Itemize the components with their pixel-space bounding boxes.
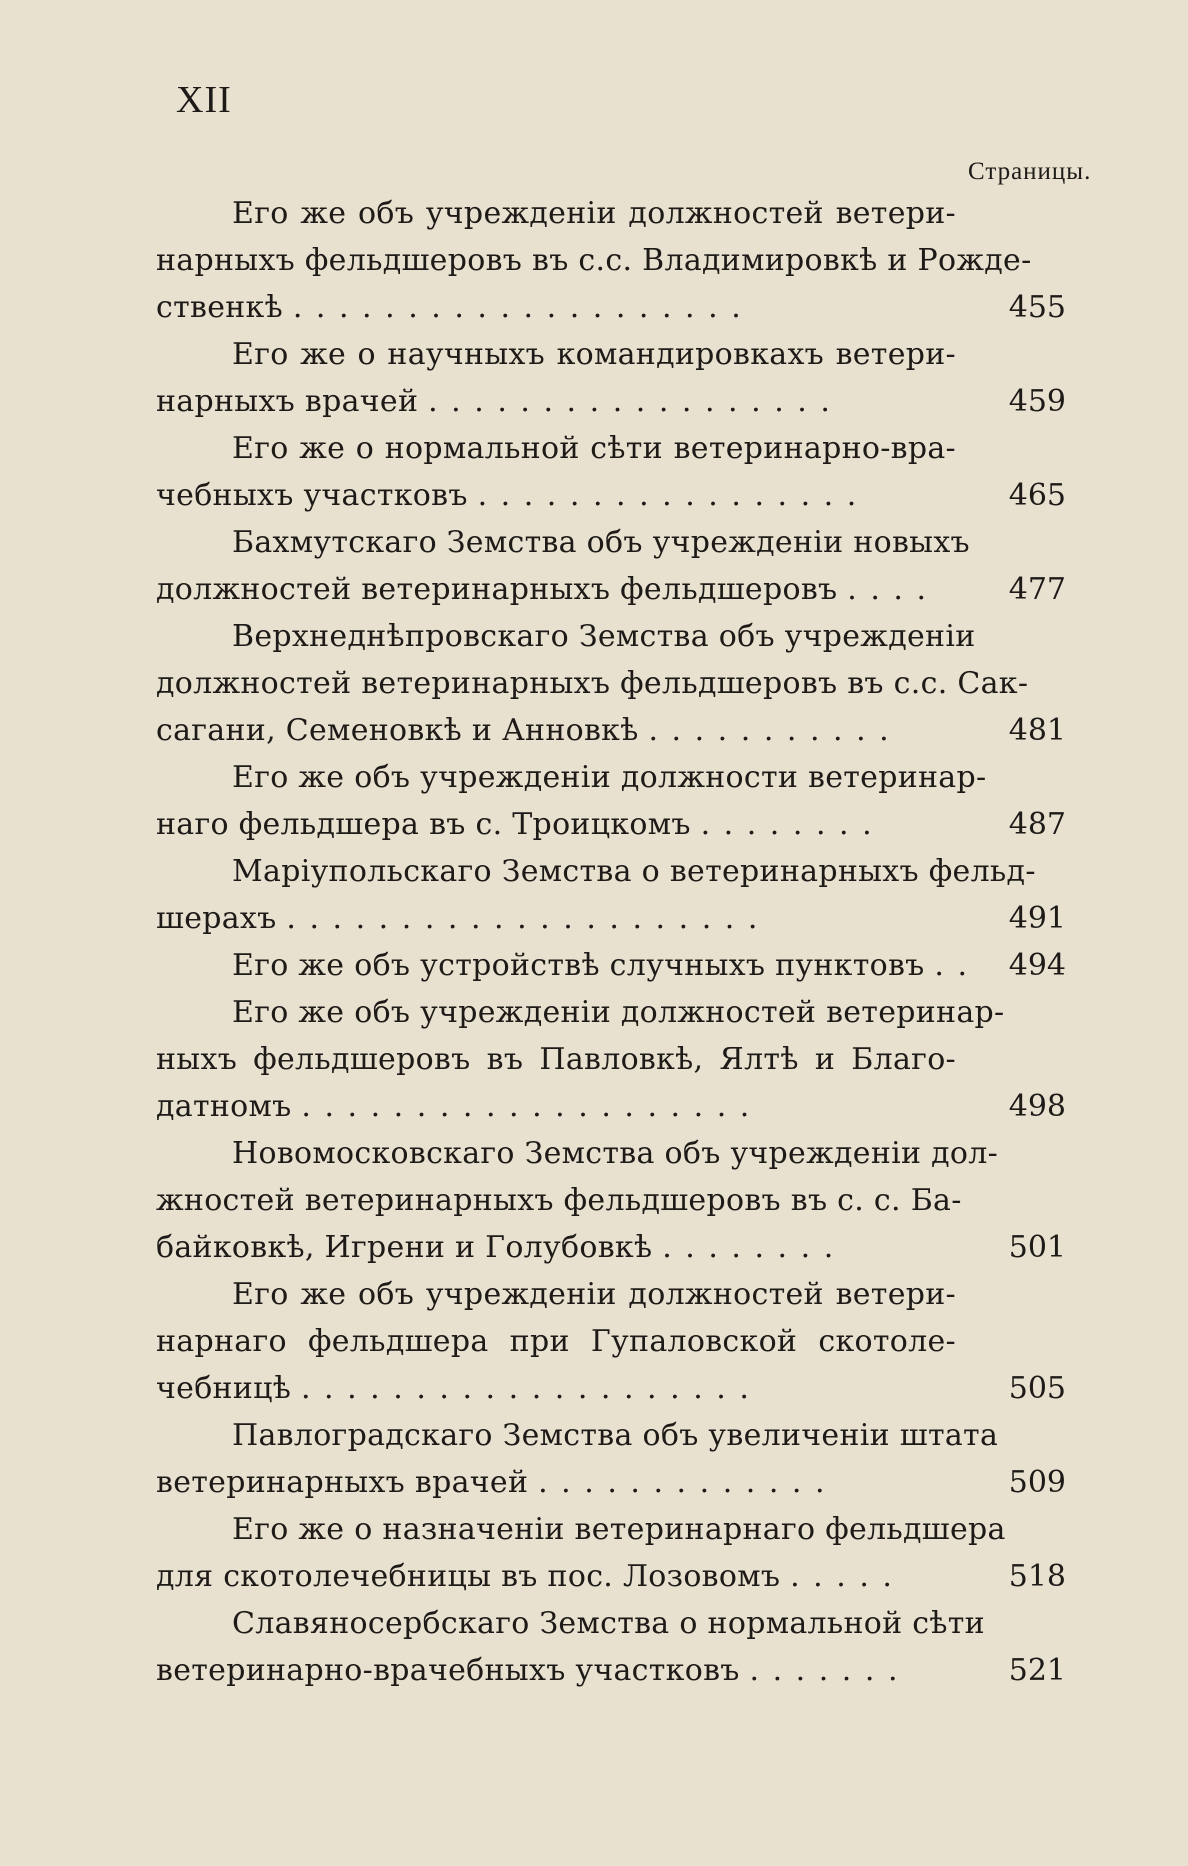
- toc-entry-line: должностей ветеринарныхъ фельдшеровъ въ с.с. Сак-: [156, 666, 1029, 701]
- toc-page-number: 455: [1008, 290, 1066, 325]
- toc-entry-text: Его же объ устройствѣ случныхъ пунктовъ: [232, 948, 925, 983]
- toc-page-number: 518: [1008, 1559, 1066, 1594]
- table-of-contents: [156, 190, 1066, 1694]
- toc-entry-last-line: [156, 378, 1066, 425]
- dot-leader: . . . . . . . . . . .: [648, 713, 891, 748]
- toc-entry-last-line: [156, 284, 1066, 331]
- toc-entry: [156, 331, 1066, 425]
- toc-entry-line: [156, 801, 946, 848]
- toc-entry-last-line: [156, 1365, 1066, 1412]
- toc-entry-line: нарныхъ фельдшеровъ въ с.с. Владимировкѣ и Рожде-: [156, 243, 1032, 278]
- dot-leader: . . . . . . . . . . . . . . . . .: [477, 478, 859, 513]
- toc-entry-line: [156, 895, 946, 942]
- toc-entry: [156, 942, 1066, 989]
- toc-entry-line: Его же о назначеніи ветеринарнаго фельдшера: [232, 1512, 1006, 1547]
- toc-page-number: 494: [1008, 948, 1066, 983]
- toc-page-number: 481: [1008, 713, 1066, 748]
- toc-page-number: 501: [1008, 1230, 1066, 1265]
- toc-entry-line: [156, 1083, 946, 1130]
- dot-leader: . . . . . . . . . . . . .: [538, 1465, 827, 1500]
- toc-entry-line: Его же объ учрежденіи должностей ветери-: [232, 1277, 956, 1312]
- toc-page-number: 521: [1008, 1653, 1066, 1688]
- toc-entry-line: [156, 1365, 946, 1412]
- toc-entry-line: [156, 707, 946, 754]
- toc-entry-text: ветеринарныхъ врачей: [156, 1465, 529, 1500]
- toc-entry-text: сагани, Семеновкѣ и Анновкѣ: [156, 713, 639, 748]
- toc-entry-line: [156, 378, 946, 425]
- toc-page-number: 477: [1008, 572, 1066, 607]
- toc-entry-last-line: [156, 1459, 1066, 1506]
- toc-entry-line: Его же объ учрежденіи должностей ветери-: [232, 196, 956, 231]
- toc-page-number: 487: [1008, 807, 1066, 842]
- dot-leader: . . . .: [847, 572, 929, 607]
- toc-entry-line: Новомосковскаго Земства объ учрежденіи дол-: [232, 1136, 999, 1171]
- toc-entry-text: для скотолечебницы въ пос. Лозовомъ: [156, 1559, 781, 1594]
- page-number: XII: [176, 79, 232, 121]
- toc-entry-last-line: [156, 566, 1066, 613]
- toc-entry-line: [156, 1224, 946, 1271]
- toc-page-number: 465: [1008, 478, 1066, 513]
- dot-leader: . . . . . . . . . . . . . . . . . . . .: [300, 1371, 751, 1406]
- toc-entry-line: [156, 1553, 946, 1600]
- toc-entry-text: должностей ветеринарныхъ фельдшеровъ: [156, 572, 838, 607]
- toc-entry-line: [156, 284, 946, 331]
- toc-entry-line: жностей ветеринарныхъ фельдшеровъ въ с. с. Ба-: [156, 1183, 962, 1218]
- toc-entry-last-line: [156, 895, 1066, 942]
- dot-leader: . . . . . . . . . . . . . . . . . .: [428, 384, 832, 419]
- toc-entry-last-line: [156, 1083, 1066, 1130]
- toc-entry-line: [156, 942, 970, 989]
- toc-entry: [156, 519, 1066, 613]
- toc-entry-line: Маріупольскаго Земства о ветеринарныхъ фельд-: [232, 854, 1036, 889]
- toc-entry-line: Его же объ учрежденіи должностей ветеринар-: [232, 995, 1005, 1030]
- toc-entry: [156, 1130, 1066, 1271]
- toc-entry-line: Верхнеднѣпровскаго Земства объ учрежденіи: [232, 619, 976, 654]
- toc-entry: [156, 1600, 1066, 1694]
- toc-entry-line: [156, 566, 946, 613]
- toc-entry-last-line: [156, 1553, 1066, 1600]
- pages-column-header: Страницы.: [968, 158, 1092, 185]
- toc-entry-text: байковкѣ, Игрени и Голубовкѣ: [156, 1230, 653, 1265]
- dot-leader: . . . . . . .: [749, 1653, 900, 1688]
- toc-page-number: 491: [1008, 901, 1066, 936]
- toc-entry-text: шерахъ: [156, 901, 277, 936]
- dot-leader: . . . . . . . . . . . . . . . . . . . . .: [286, 901, 760, 936]
- toc-entry-last-line: [156, 707, 1066, 754]
- toc-entry-text: нарныхъ врачей: [156, 384, 419, 419]
- toc-entry: [156, 848, 1066, 942]
- dot-leader: . . . . .: [790, 1559, 894, 1594]
- toc-entry: [156, 613, 1066, 754]
- toc-entry-last-line: [156, 1224, 1066, 1271]
- dot-leader: . . . . . . . .: [700, 807, 874, 842]
- toc-entry-line: Бахмутскаго Земства объ учрежденіи новыхъ: [232, 525, 970, 560]
- toc-entry-text: чебницѣ: [156, 1371, 292, 1406]
- toc-entry-text: чебныхъ участковъ: [156, 478, 468, 513]
- toc-entry-line: [156, 472, 946, 519]
- toc-entry-line: [156, 1647, 946, 1694]
- dot-leader: . .: [934, 948, 970, 983]
- toc-entry: [156, 754, 1066, 848]
- dot-leader: . . . . . . . . . . . . . . . . . . . .: [301, 1089, 752, 1124]
- toc-entry-line: Славяносербскаго Земства о нормальной сѣти: [232, 1606, 985, 1641]
- toc-entry-last-line: [156, 1647, 1066, 1694]
- toc-page-number: 509: [1008, 1465, 1066, 1500]
- toc-entry: [156, 1271, 1066, 1412]
- toc-page-number: 459: [1008, 384, 1066, 419]
- toc-entry: [156, 1412, 1066, 1506]
- toc-entry: [156, 425, 1066, 519]
- dot-leader: . . . . . . . .: [662, 1230, 836, 1265]
- toc-entry: [156, 190, 1066, 331]
- toc-entry: [156, 989, 1066, 1130]
- toc-entry-text: наго фельдшера въ с. Троицкомъ: [156, 807, 691, 842]
- toc-entry-line: нарнаго фельдшера при Гупаловской скотоле-: [156, 1324, 956, 1359]
- toc-entry-line: Павлоградскаго Земства объ увеличеніи штата: [232, 1418, 999, 1453]
- toc-entry-line: Его же о научныхъ командировкахъ ветери-: [232, 337, 956, 372]
- toc-entry-line: Его же о нормальной сѣти ветеринарно-вра-: [232, 431, 956, 466]
- toc-page-number: 498: [1008, 1089, 1066, 1124]
- toc-entry-line: ныхъ фельдшеровъ въ Павловкѣ, Ялтѣ и Благо-: [156, 1042, 956, 1077]
- toc-entry-text: датномъ: [156, 1089, 292, 1124]
- toc-entry-text: ственкѣ: [156, 290, 283, 325]
- toc-entry-last-line: [156, 472, 1066, 519]
- toc-entry-last-line: [156, 801, 1066, 848]
- toc-page-number: 505: [1008, 1371, 1066, 1406]
- dot-leader: . . . . . . . . . . . . . . . . . . . .: [292, 290, 743, 325]
- toc-entry-line: Его же объ учрежденіи должности ветеринар-: [232, 760, 987, 795]
- toc-entry: [156, 1506, 1066, 1600]
- toc-entry-last-line: [156, 942, 1066, 989]
- toc-entry-text: ветеринарно-врачебныхъ участковъ: [156, 1653, 740, 1688]
- toc-entry-line: [156, 1459, 946, 1506]
